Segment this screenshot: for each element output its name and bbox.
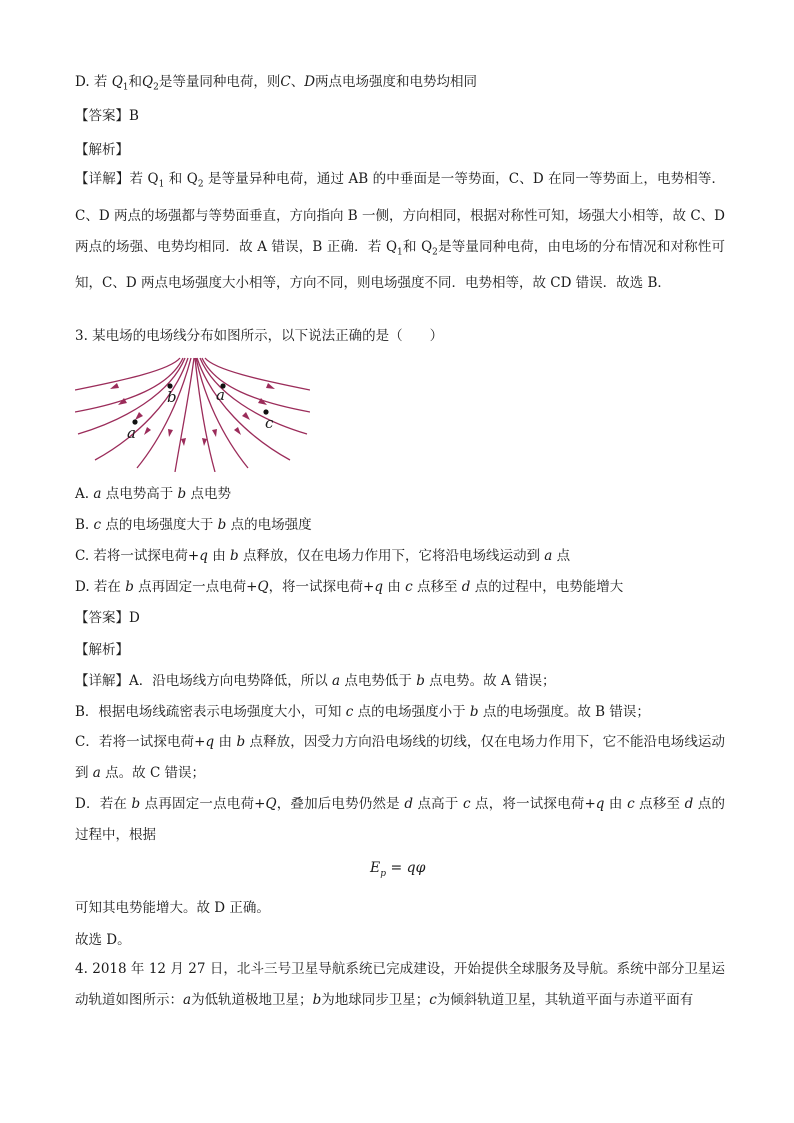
q3-answer: 【答案】D (75, 610, 140, 626)
field-arrow (242, 412, 250, 420)
field-arrow (202, 438, 207, 446)
q3-choose: 故选 D。 (75, 932, 131, 948)
q3-stem: 3. 某电场的电场线分布如图所示，以下说法正确的是（ ） (75, 328, 444, 344)
q3-conclusion: 可知其电势能增大。故 D 正确。 (75, 900, 270, 916)
q2-option-d: D. 若 $Q_1$和$Q_2$是等量同种电荷，则C、D两点电场强度和电势均相同 (75, 74, 478, 93)
q4-stem: 4. 2018 年 12 月 27 日，北斗三号卫星导航系统已完成建设，开始提供全球服务及导航。系统中部分卫星运动轨道如图所示：a为低轨道极地卫星；b为地球同步卫星；c为倾斜轨道卫星，其轨道平面与赤道平面有 (75, 961, 725, 1008)
label-d: a (216, 386, 225, 404)
label-b: b (167, 388, 177, 406)
q3-detail-b: B．根据电场线疏密表示电场强度大小，可知 c 点的电场强度小于 b 点的电场强度。故 B 错误； (75, 704, 650, 720)
field-arrow (234, 427, 241, 435)
q3-detail-d: D．若在 b 点再固定一点电荷+Q，叠加后电势仍然是 d 点高于 c 点，将一试探电荷+q 由 c 点移至 d 点的过程中，根据 (75, 796, 725, 843)
field-arrow (144, 427, 151, 435)
field-arrow (181, 438, 186, 446)
q3-detail-c: C．若将一试探电荷+q 由 b 点释放，因受力方向沿电场线的切线，仅在电场力作用下，它不能沿电场线运动到 a 点。故 C 错误； (75, 734, 725, 781)
field-arrow (135, 412, 143, 420)
field-line (95, 358, 188, 460)
q3-option-c: C. 若将一试探电荷+q 由 b 点释放，仅在电场力作用下，它将沿电场线运动到 a 点 (75, 548, 571, 564)
q3-option-a: A. a 点电势高于 b 点电势 (75, 486, 231, 502)
potential-energy-formula: $E_p = q\varphi$ (370, 860, 426, 879)
field-arrow (266, 383, 275, 389)
q3-detail-a: 【详解】A．沿电场线方向电势降低，所以 a 点电势低于 b 点电势。故 A 错误； (75, 673, 556, 689)
field-line (197, 358, 290, 460)
field-line (75, 358, 180, 390)
field-line (175, 358, 194, 472)
electric-field-diagram (75, 356, 310, 472)
q3-analysis-label: 【解析】 (75, 642, 129, 658)
q2-answer: 【答案】B (75, 108, 139, 124)
q3-option-d: D. 若在 b 点再固定一点电荷+Q，将一试探电荷+q 由 c 点移至 d 点的过程中，电势能增大 (75, 579, 624, 595)
field-arrow (168, 429, 173, 437)
q3-option-b: B. c 点的电场强度大于 b 点的电场强度 (75, 517, 312, 533)
field-arrow (212, 429, 217, 437)
q2-analysis-label: 【解析】 (75, 142, 129, 158)
field-arrow (110, 383, 119, 389)
label-a: a (127, 424, 136, 442)
label-c: c (265, 414, 274, 432)
q2-detail: 【详解】若 $Q_1$ 和 $Q_2$ 是等量异种电荷，通过 AB 的中垂面是一等势面，C、D 在同一等势面上，电势相等．C、D 两点的场强都与等势面垂直，方向指向 B 一侧，方向相同，根据对称性可知，场强大小相等，故 C、D 两点的场强、电势均相同．故 A 错误，B 正确．若 $Q_1$和 $Q_2$是等量同种电荷，由电场的分布情况和对称性可知，C、D 两点电场强度大小相等，方向不同，则电场强度不同．电势相等，故 CD 错误．故选 B． (75, 171, 726, 292)
field-line (195, 358, 215, 472)
